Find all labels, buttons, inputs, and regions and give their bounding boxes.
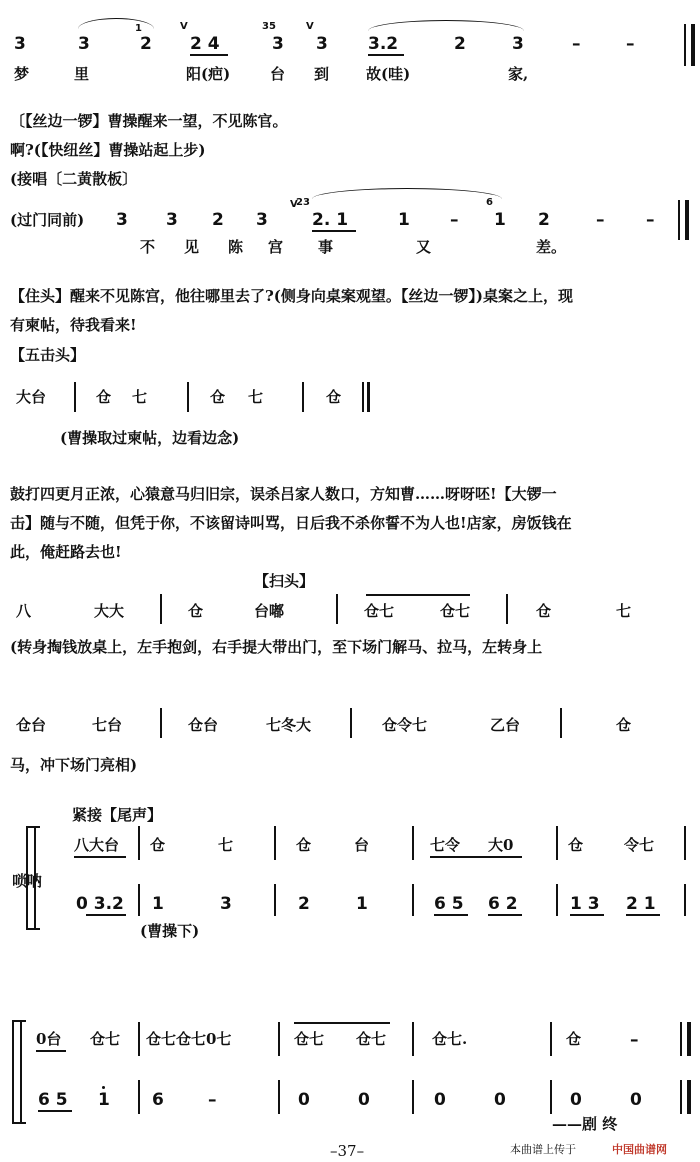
lyric: 故(哇)	[366, 65, 411, 83]
underline	[430, 856, 522, 858]
barline	[138, 826, 140, 860]
barline	[187, 382, 189, 412]
prefix: (过门同前)	[10, 211, 85, 229]
note: 3	[14, 34, 26, 54]
system-bracket	[20, 1020, 22, 1124]
grace-note: 1	[135, 23, 142, 34]
tremolo-bracket	[366, 594, 470, 596]
dash: –	[208, 1090, 217, 1110]
syllable: 仓七.	[432, 1030, 468, 1048]
barline	[302, 382, 304, 412]
underline	[570, 914, 604, 916]
barline	[550, 1080, 552, 1114]
syllable: 台	[354, 836, 370, 854]
syllable: 七	[132, 388, 148, 406]
syllable: 仓	[150, 836, 166, 854]
note: 2. 1	[312, 210, 349, 230]
syllable: 七令	[430, 836, 461, 854]
underline	[368, 54, 404, 56]
dash: –	[646, 210, 655, 230]
dash: –	[450, 210, 459, 230]
note: 0	[434, 1090, 446, 1110]
syllable: 仓	[568, 836, 584, 854]
barline	[680, 1080, 682, 1114]
note: 2	[538, 210, 550, 230]
lyric: 里	[74, 65, 90, 83]
note: 1	[356, 894, 368, 914]
syllable: 仓七	[294, 1030, 325, 1048]
lyric: 见	[184, 238, 200, 256]
system-bracket	[12, 1020, 14, 1124]
syllable: 仓七仓七0七	[146, 1030, 232, 1048]
syllable: 大0	[488, 836, 514, 854]
syllable: 仓七	[356, 1030, 387, 1048]
lyric: 事	[318, 238, 334, 256]
instrument-label: 唢呐	[12, 872, 43, 890]
syllable: 仓令七	[382, 716, 428, 734]
syllable: 0台	[36, 1030, 62, 1048]
lyric: 阳(疤)	[186, 65, 231, 83]
barline	[685, 200, 689, 240]
note: 3	[316, 34, 328, 54]
syllable: 仓台	[188, 716, 219, 734]
underline	[38, 1110, 72, 1112]
watermark-text: 本曲谱上传于	[510, 1143, 576, 1156]
barline	[138, 1080, 140, 1114]
note: 0	[630, 1090, 642, 1110]
syllable: 七冬大	[266, 716, 312, 734]
breath-mark: V	[180, 21, 188, 32]
barline	[160, 594, 162, 624]
note: 3	[166, 210, 178, 230]
barline	[560, 708, 562, 738]
barline	[274, 884, 276, 916]
barline	[687, 1080, 691, 1114]
note: 3	[78, 34, 90, 54]
system-bracket	[26, 928, 40, 930]
stage-direction: (转身掏钱放桌上，左手抱剑，右手提大带出门，至下场门解马、拉马，左转身上	[10, 638, 543, 656]
barline	[412, 884, 414, 916]
system-bracket	[12, 1122, 26, 1124]
note: 6 2	[488, 894, 518, 914]
lyric: 到	[314, 65, 330, 83]
note: 0 3.2	[76, 894, 124, 914]
syllable: 仓	[326, 388, 342, 406]
page-number: –37–	[330, 1142, 365, 1160]
syllable: 仓七	[440, 602, 471, 620]
barline	[556, 826, 558, 860]
slur	[78, 18, 154, 29]
stage-direction: 马，冲下场门亮相)	[10, 756, 138, 774]
stage-direction: (曹操下)	[140, 922, 200, 940]
syllable: 仓七	[364, 602, 395, 620]
syllable: 七台	[92, 716, 123, 734]
slur	[368, 20, 524, 31]
note: 2	[454, 34, 466, 54]
dash: –	[596, 210, 605, 230]
syllable: 仓	[96, 388, 112, 406]
stage-direction: 有柬帖，待我看来!	[10, 316, 137, 334]
barline	[278, 1022, 280, 1056]
note: 2 4	[190, 34, 220, 54]
syllable: 七	[218, 836, 234, 854]
underline	[36, 1050, 66, 1052]
lyric: 台	[270, 65, 286, 83]
barline	[350, 708, 352, 738]
underline	[190, 54, 228, 56]
syllable: 仓	[296, 836, 312, 854]
barline	[362, 382, 364, 412]
underline	[74, 856, 126, 858]
breath-mark: V	[306, 21, 314, 32]
note: 1	[494, 210, 506, 230]
slur	[312, 188, 502, 199]
syllable: 七	[248, 388, 264, 406]
barline	[138, 884, 140, 916]
lyric: 差。	[536, 238, 567, 256]
syllable: 八大台	[74, 836, 120, 854]
lyric: 家,	[508, 65, 529, 83]
note: 3	[512, 34, 524, 54]
syllable: 仓	[210, 388, 226, 406]
barline	[412, 1080, 414, 1114]
system-bracket	[26, 826, 40, 828]
lyric: 梦	[14, 65, 30, 83]
underline	[488, 914, 522, 916]
dash: –	[572, 34, 581, 54]
recitation: 击】随与不随，但凭于你，不该留诗叫骂，日后我不杀你誓不为人也!店家，房饭钱在	[10, 514, 572, 532]
dash: –	[626, 34, 635, 54]
syllable: 仓	[188, 602, 204, 620]
syllable: 仓	[536, 602, 552, 620]
lyric: 陈	[228, 238, 244, 256]
barline	[691, 24, 695, 66]
lyric: 又	[416, 238, 432, 256]
barline	[550, 1022, 552, 1056]
barline	[412, 826, 414, 860]
syllable: 令七	[624, 836, 655, 854]
note: 1 3	[570, 894, 600, 914]
grace-note: 6	[486, 197, 493, 208]
underline	[86, 914, 126, 916]
watermark-brand: 中国曲谱网	[612, 1143, 667, 1156]
barline	[506, 594, 508, 624]
barline	[138, 1022, 140, 1056]
lyric: 宫	[268, 238, 284, 256]
barline	[412, 1022, 414, 1056]
syllable: 大大	[94, 602, 125, 620]
note: 3	[220, 894, 232, 914]
breath-mark: V	[290, 199, 298, 210]
note: 0	[298, 1090, 310, 1110]
barline	[680, 1022, 682, 1056]
barline	[678, 200, 680, 240]
note: 3	[272, 34, 284, 54]
barline	[160, 708, 162, 738]
note: 0	[358, 1090, 370, 1110]
section-label: 紧接【尾声】	[72, 806, 163, 824]
note: 1	[98, 1090, 110, 1110]
recitation: 鼓打四更月正浓，心猿意马归旧宗，误杀吕家人数口，方知曹……呀呀呸!【大锣一	[10, 485, 557, 503]
stage-direction: 〔【丝边一锣】曹操醒来一望，不见陈官。	[10, 112, 288, 130]
barline	[687, 1022, 691, 1056]
section-label: 【扫头】	[254, 572, 315, 590]
octave-dot	[102, 1086, 105, 1089]
syllable: 仓	[566, 1030, 582, 1048]
syllable: 七	[616, 602, 632, 620]
barline	[684, 24, 686, 66]
note: 3.2	[368, 34, 399, 54]
barline	[74, 382, 76, 412]
grace-note: 35	[262, 21, 276, 32]
note: 3	[116, 210, 128, 230]
underline	[626, 914, 660, 916]
syllable: 乙台	[490, 716, 521, 734]
stage-direction: (接唱〔二黄散板〕	[10, 170, 138, 188]
recitation: 此，俺赶路去也!	[10, 543, 122, 561]
stage-direction: 啊?(【快纽丝】曹操站起上步)	[10, 141, 206, 159]
barline	[336, 594, 338, 624]
syllable: 仓七	[90, 1030, 121, 1048]
note: 0	[494, 1090, 506, 1110]
tremolo-bracket	[294, 1022, 390, 1024]
syllable: 仓	[616, 716, 632, 734]
note: 2	[298, 894, 310, 914]
syllable: 大台	[16, 388, 47, 406]
syllable: 八	[16, 602, 32, 620]
system-bracket	[12, 1020, 26, 1022]
syllable: 仓台	[16, 716, 47, 734]
dash: –	[630, 1030, 639, 1050]
note: 2	[140, 34, 152, 54]
note: 2 1	[626, 894, 656, 914]
barline	[278, 1080, 280, 1114]
note: 6 5	[38, 1090, 68, 1110]
syllable: 台嘟	[254, 602, 285, 620]
note: 1	[152, 894, 164, 914]
barline	[367, 382, 370, 412]
note: 0	[570, 1090, 582, 1110]
barline	[684, 884, 686, 916]
note: 6 5	[434, 894, 464, 914]
stage-direction: 【住头】醒来不见陈宫，他往哪里去了?(侧身向桌案观望。【丝边一锣】)桌案之上，现	[10, 287, 573, 305]
grace-note: 23	[296, 197, 310, 208]
note: 1	[398, 210, 410, 230]
stage-direction: (曹操取过柬帖，边看边念)	[60, 429, 240, 447]
lyric: 不	[140, 238, 156, 256]
note: 6	[152, 1090, 164, 1110]
barline	[556, 884, 558, 916]
note: 2	[212, 210, 224, 230]
section-label: 【五击头】	[10, 346, 86, 364]
barline	[684, 826, 686, 860]
barline	[274, 826, 276, 860]
note: 3	[256, 210, 268, 230]
end-credit: ——剧 终	[552, 1115, 618, 1133]
underline	[434, 914, 468, 916]
underline	[312, 230, 356, 232]
